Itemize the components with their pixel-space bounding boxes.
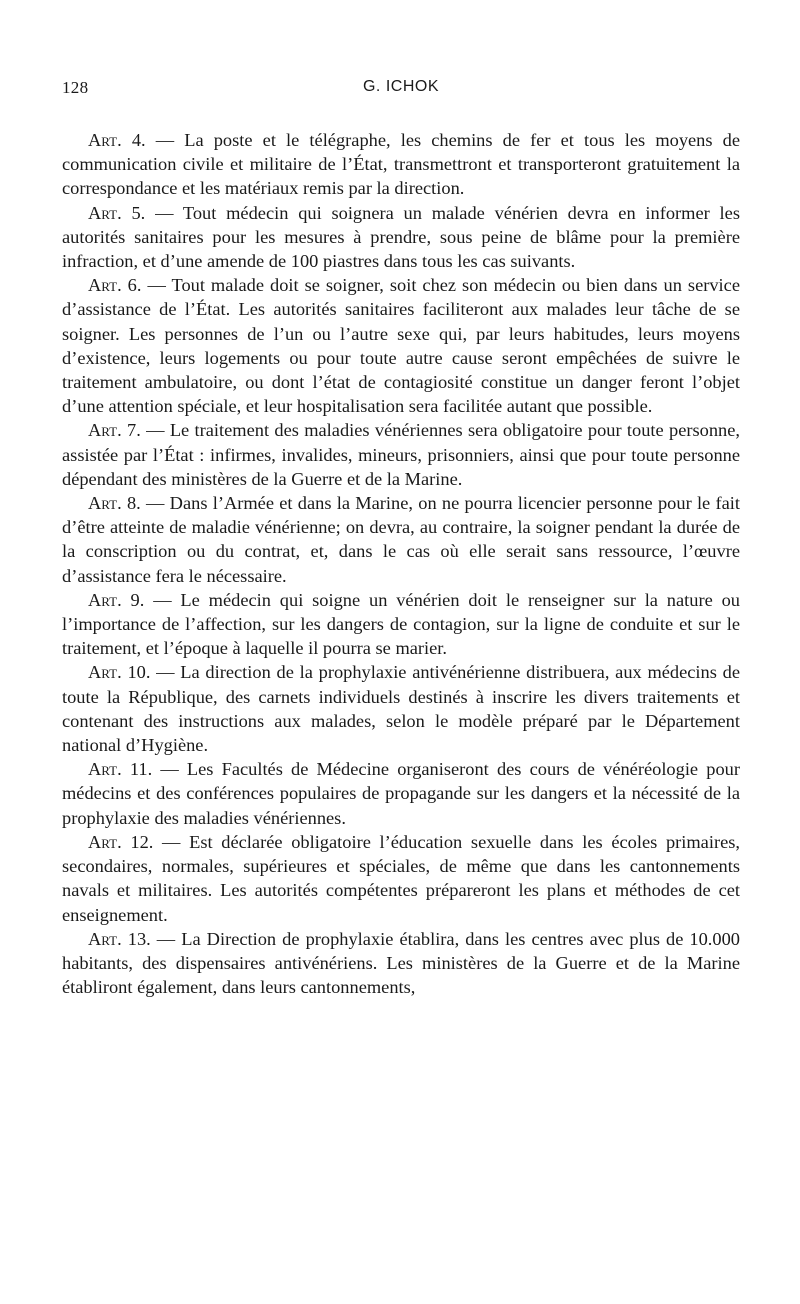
- running-head: [62, 78, 740, 108]
- page-number: 128: [62, 78, 89, 97]
- article-13: [62, 927, 740, 1000]
- article-9: [62, 588, 740, 661]
- article-11: [62, 757, 740, 830]
- article-text: — Tout malade doit se soigner, soit chez son médecin ou bien dans un service d’assistance de l’État. Les autorités sanitaires faciliteront aux malades leur tâche de se soigner. Les personnes de l’un ou l’autre sexe qui, par leurs habitudes, leurs moyens d’existence, leurs logements ou pour toute autre cause seront empêchées de suivre le traitement ambulatoire, ou dont l’état de contagiosité constitue un danger feront l’objet d’une attention spéciale, et leur hospitalisation sera facilitée autant que possible.: [62, 275, 740, 417]
- article-5: [62, 201, 740, 274]
- article-label: Art. 12.: [88, 831, 154, 852]
- article-label: Art. 9.: [88, 589, 145, 610]
- running-title: G. ICHOK: [362, 78, 439, 95]
- article-label: Art. 10.: [88, 662, 151, 683]
- body-text: [62, 128, 740, 999]
- article-text: — La Direction de prophylaxie établira, dans les centres avec plus de 10.000 habitants, des dispensaires antivénériens. Les ministères de la Guerre et de la Marine établiront également, dans leurs cantonnements,: [62, 928, 740, 998]
- book-page: [62, 78, 740, 999]
- article-text: — La poste et le télégraphe, les chemins de fer et tous les moyens de communication civile et militaire de l’État, transmettront et transporteront gratuitement la correspondance et les matériaux remis par la direction.: [62, 130, 740, 199]
- article-7: [62, 418, 740, 491]
- article-label: Art. 11.: [88, 759, 153, 780]
- article-label: Art. 7.: [88, 420, 141, 441]
- article-6: [62, 273, 740, 418]
- article-8: [62, 491, 740, 588]
- article-label: Art. 6.: [88, 275, 142, 296]
- article-text: — Le médecin qui soigne un vénérien doit le renseigner sur la nature ou l’importance de l’affection, sur les dangers de contagion, sur la ligne de conduite et sur le traitement, et l’époque à laquelle il pourra se marier.: [62, 589, 740, 659]
- article-label: Art. 13.: [88, 928, 151, 949]
- article-10: [62, 660, 740, 757]
- article-12: [62, 830, 740, 927]
- article-label: Art. 4.: [88, 130, 146, 150]
- article-text: — Le traitement des maladies vénériennes sera obligatoire pour toute personne, assistée par l’État : infirmes, invalides, mineurs, prisonniers, ainsi que pour toute personne dépendant des ministères de la Guerre et de la Marine.: [62, 420, 740, 489]
- article-label: Art. 8.: [88, 493, 141, 514]
- article-text: — Tout médecin qui soignera un malade vénérien devra en informer les autorités sanitaires pour les mesures à prendre, sous peine de blâme pour la première infraction, et d’une amende de 100 piastres dans tous les cas suivants.: [62, 202, 740, 272]
- article-text: — La direction de la prophylaxie antivénérienne distribuera, aux médecins de toute la République, des carnets individuels destinés à inscrire les divers traitements et contenant des instructions aux malades, selon le modèle préparé par le Département national d’Hygiène.: [62, 662, 740, 756]
- article-text: — Est déclarée obligatoire l’éducation sexuelle dans les écoles primaires, secondaires, normales, supérieures et spéciales, de même que dans les cantonnements navals et militaires. Les autorités compétentes prépareront les plans et méthodes de cet enseignement.: [62, 831, 740, 925]
- article-label: Art. 5.: [88, 202, 146, 223]
- article-text: — Dans l’Armée et dans la Marine, on ne pourra licencier personne pour le fait d’être atteinte de maladie vénérienne; on devra, au contraire, la soigner pendant la durée de la conscription ou du contrat, et, dans le cas où elle serait sans ressource, l’œuvre d’assistance fera le nécessaire.: [62, 493, 740, 586]
- article-4: [62, 128, 740, 201]
- article-text: — Les Facultés de Médecine organiseront des cours de vénéréologie pour médecins et des conférences populaires de propagande sur les dangers et la nécessité de la prophylaxie des maladies vénériennes.: [62, 759, 740, 828]
